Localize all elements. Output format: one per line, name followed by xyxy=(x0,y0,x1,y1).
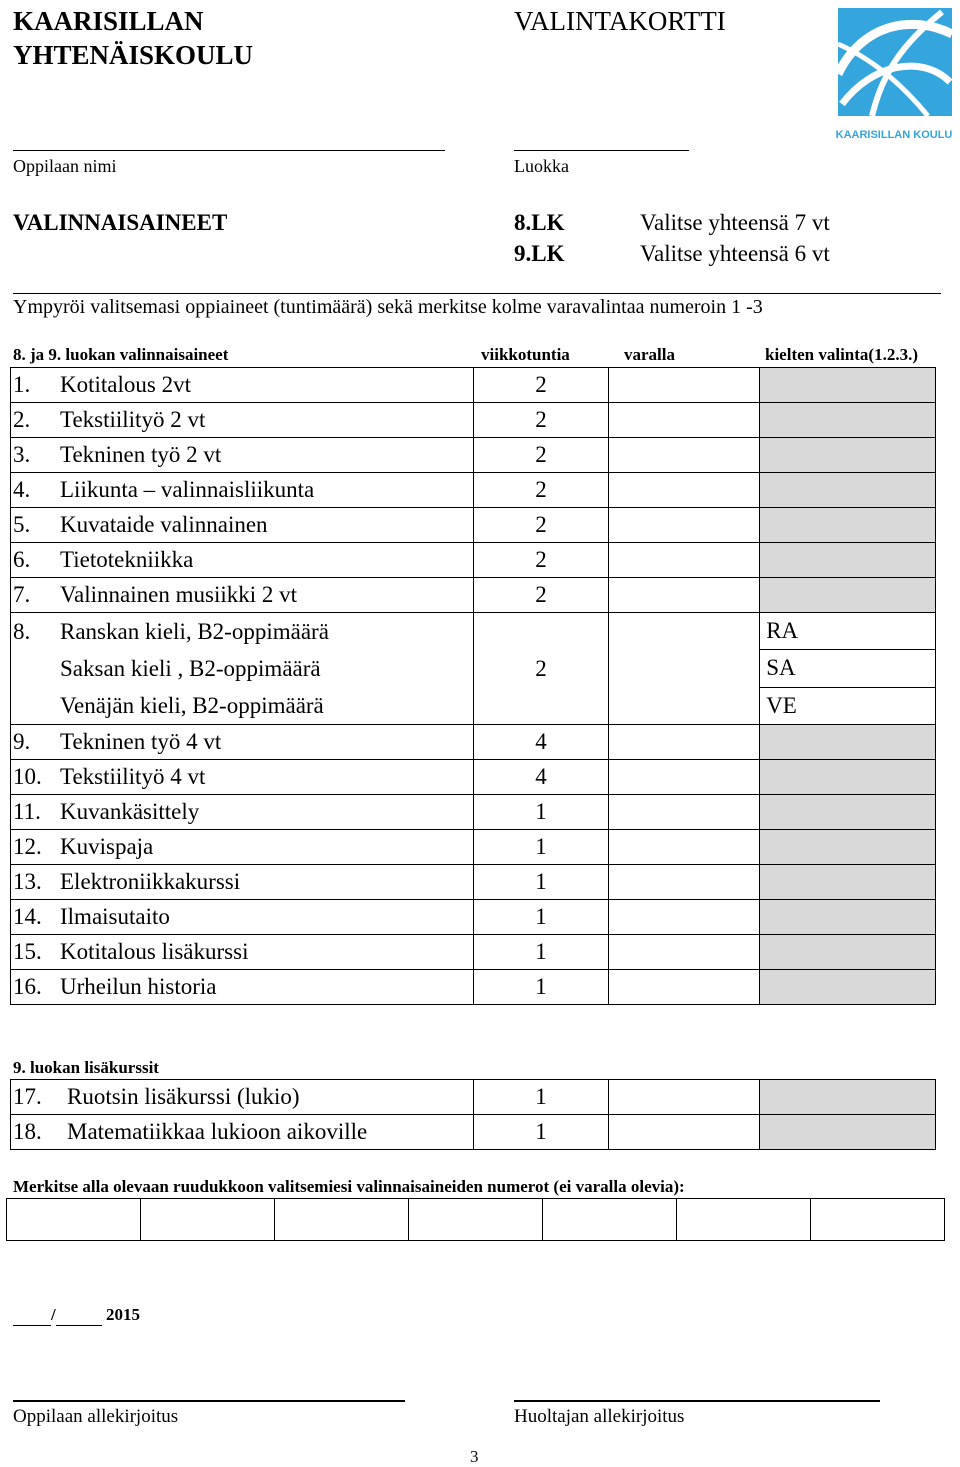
student-signature-label: Oppilaan allekirjoitus xyxy=(13,1406,179,1427)
language-cell xyxy=(760,368,936,403)
language-choice-sa[interactable]: SA xyxy=(760,650,936,687)
subject-cell: 13. Elektroniikkakurssi xyxy=(11,865,474,900)
language-hours-cell[interactable]: 2 xyxy=(473,613,609,725)
language-choice-ve[interactable]: VE xyxy=(760,687,936,724)
language-cell xyxy=(760,1115,936,1150)
class-label: Luokka xyxy=(514,156,569,176)
language-cell xyxy=(760,830,936,865)
table-row xyxy=(11,473,936,508)
selection-box[interactable] xyxy=(543,1199,677,1241)
school-name xyxy=(13,4,253,72)
date-day-blank[interactable] xyxy=(13,1305,51,1326)
col-language-label: kielten valinta(1.2.3.) xyxy=(765,345,918,364)
hours-cell[interactable]: 1 xyxy=(473,900,609,935)
hours-cell[interactable]: 1 xyxy=(473,865,609,900)
table-row xyxy=(11,1115,936,1150)
reserve-cell[interactable] xyxy=(609,578,760,613)
col-hours-label: viikkotuntia xyxy=(481,345,570,364)
reserve-cell[interactable] xyxy=(609,725,760,760)
language-cell xyxy=(760,578,936,613)
table-row xyxy=(11,403,936,438)
guardian-signature-label: Huoltajan allekirjoitus xyxy=(514,1406,685,1427)
language-row xyxy=(11,613,936,650)
language-cell xyxy=(760,760,936,795)
extra-courses-table xyxy=(10,1079,936,1150)
hours-cell[interactable]: 1 xyxy=(473,1115,609,1150)
language-cell xyxy=(760,970,936,1005)
hours-cell[interactable]: 4 xyxy=(473,725,609,760)
reserve-cell[interactable] xyxy=(609,1115,760,1150)
card-title: VALINTAKORTTI xyxy=(514,6,726,36)
electives-table xyxy=(10,367,936,1005)
reserve-cell[interactable] xyxy=(609,473,760,508)
logo-text: KAARISILLAN KOULU xyxy=(835,129,953,141)
table-row xyxy=(11,543,936,578)
summary-instruction: Merkitse alla olevaan ruudukkoon valitsemiesi valinnaisaineiden numerot (ei varalla olevia): xyxy=(13,1177,685,1196)
subject-cell: 7. Valinnainen musiikki 2 vt xyxy=(11,578,474,613)
hours-cell[interactable]: 2 xyxy=(473,438,609,473)
hours-cell[interactable]: 2 xyxy=(473,368,609,403)
subject-cell: 5. Kuvataide valinnainen xyxy=(11,508,474,543)
table-row xyxy=(11,725,936,760)
reserve-cell[interactable] xyxy=(609,1080,760,1115)
reserve-cell[interactable] xyxy=(609,865,760,900)
selection-box[interactable] xyxy=(275,1199,409,1241)
hours-cell[interactable]: 2 xyxy=(473,473,609,508)
school-name-line2: YHTENÄISKOULU xyxy=(13,40,254,70)
hours-cell[interactable]: 1 xyxy=(473,830,609,865)
instruction-text: Ympyröi valitsemasi oppiaineet (tuntimäärä) sekä merkitse kolme varavalintaa numeroin 1 -3 xyxy=(13,296,763,318)
reserve-cell[interactable] xyxy=(609,368,760,403)
subject-cell: 3. Tekninen työ 2 vt xyxy=(11,438,474,473)
table-row xyxy=(11,508,936,543)
language-cell xyxy=(760,543,936,578)
grade8-rule: Valitse yhteensä 7 vt xyxy=(640,210,830,235)
table-row xyxy=(11,760,936,795)
subject-cell: 1. Kotitalous 2vt xyxy=(11,368,474,403)
selection-box[interactable] xyxy=(7,1199,141,1241)
hours-cell[interactable]: 4 xyxy=(473,760,609,795)
language-reserve-cell[interactable] xyxy=(609,613,760,725)
language-subjects-cell: 8. Ranskan kieli, B2-oppimäärä Saksan kieli , B2-oppimäärä Venäjän kieli, B2-oppimäärä xyxy=(11,613,474,725)
reserve-cell[interactable] xyxy=(609,438,760,473)
reserve-cell[interactable] xyxy=(609,830,760,865)
table-row xyxy=(11,935,936,970)
hours-cell[interactable]: 1 xyxy=(473,935,609,970)
col-subjects-label: 8. ja 9. luokan valinnaisaineet xyxy=(13,345,229,364)
subject-cell: 2. Tekstiilityö 2 vt xyxy=(11,403,474,438)
col-reserve-label: varalla xyxy=(624,345,675,364)
hours-cell[interactable]: 2 xyxy=(473,403,609,438)
table-row xyxy=(11,970,936,1005)
table-row xyxy=(11,900,936,935)
hours-cell[interactable]: 2 xyxy=(473,508,609,543)
language-cell xyxy=(760,508,936,543)
language-choice-ra[interactable]: RA xyxy=(760,613,936,650)
table-row xyxy=(11,865,936,900)
selection-box[interactable] xyxy=(677,1199,811,1241)
student-name-line[interactable] xyxy=(13,150,445,151)
language-cell xyxy=(760,725,936,760)
reserve-cell[interactable] xyxy=(609,795,760,830)
subject-cell: 18. Matematiikkaa lukioon aikoville xyxy=(11,1115,474,1150)
date-field xyxy=(13,1305,140,1326)
divider xyxy=(13,293,941,294)
hours-cell[interactable]: 2 xyxy=(473,543,609,578)
language-cell xyxy=(760,795,936,830)
hours-cell[interactable]: 1 xyxy=(473,970,609,1005)
grade9-rule: Valitse yhteensä 6 vt xyxy=(640,241,830,266)
logo-graphic-icon xyxy=(832,4,956,144)
language-cell xyxy=(760,900,936,935)
table-row xyxy=(11,438,936,473)
reserve-cell[interactable] xyxy=(609,403,760,438)
subject-cell: 9. Tekninen työ 4 vt xyxy=(11,725,474,760)
selection-box[interactable] xyxy=(141,1199,275,1241)
selection-box[interactable] xyxy=(811,1199,945,1241)
table-row xyxy=(11,578,936,613)
language-cell xyxy=(760,438,936,473)
page-number: 3 xyxy=(470,1447,479,1466)
date-month-blank[interactable] xyxy=(56,1305,102,1326)
subject-cell: 14. Ilmaisutaito xyxy=(11,900,474,935)
electives-title: VALINNAISAINEET xyxy=(13,210,228,235)
language-cell xyxy=(760,865,936,900)
table-row xyxy=(11,830,936,865)
language-cell xyxy=(760,403,936,438)
student-name-label: Oppilaan nimi xyxy=(13,156,117,176)
grade8-label: 8.LK xyxy=(514,210,565,235)
reserve-cell[interactable] xyxy=(609,970,760,1005)
table-row xyxy=(11,1080,936,1115)
selection-box[interactable] xyxy=(409,1199,543,1241)
table-row xyxy=(11,795,936,830)
class-line[interactable] xyxy=(514,150,689,151)
language-cell xyxy=(760,473,936,508)
guardian-signature-line[interactable] xyxy=(514,1400,880,1402)
subject-cell: 17. Ruotsin lisäkurssi (lukio) xyxy=(11,1080,474,1115)
hours-cell[interactable]: 2 xyxy=(473,578,609,613)
language-cell xyxy=(760,935,936,970)
school-name-line1: KAARISILLAN xyxy=(13,6,204,36)
subject-cell: 4. Liikunta – valinnaisliikunta xyxy=(11,473,474,508)
subject-cell: 15. Kotitalous lisäkurssi xyxy=(11,935,474,970)
extra-courses-title: 9. luokan lisäkurssit xyxy=(13,1058,159,1077)
school-logo xyxy=(832,4,956,144)
subject-cell: 16. Urheilun historia xyxy=(11,970,474,1005)
reserve-cell[interactable] xyxy=(609,508,760,543)
subject-cell: 10. Tekstiilityö 4 vt xyxy=(11,760,474,795)
reserve-cell[interactable] xyxy=(609,760,760,795)
subject-cell: 6. Tietotekniikka xyxy=(11,543,474,578)
grade9-label: 9.LK xyxy=(514,241,565,266)
subject-cell: 12. Kuvispaja xyxy=(11,830,474,865)
reserve-cell[interactable] xyxy=(609,900,760,935)
subject-cell: 11. Kuvankäsittely xyxy=(11,795,474,830)
hours-cell[interactable]: 1 xyxy=(473,795,609,830)
reserve-cell[interactable] xyxy=(609,543,760,578)
selection-boxes xyxy=(6,1198,945,1241)
student-signature-line[interactable] xyxy=(13,1400,405,1402)
table-row xyxy=(11,368,936,403)
reserve-cell[interactable] xyxy=(609,935,760,970)
date-separator: / xyxy=(51,1305,56,1324)
language-cell xyxy=(760,1080,936,1115)
hours-cell[interactable]: 1 xyxy=(473,1080,609,1115)
date-year: 2015 xyxy=(105,1305,140,1324)
